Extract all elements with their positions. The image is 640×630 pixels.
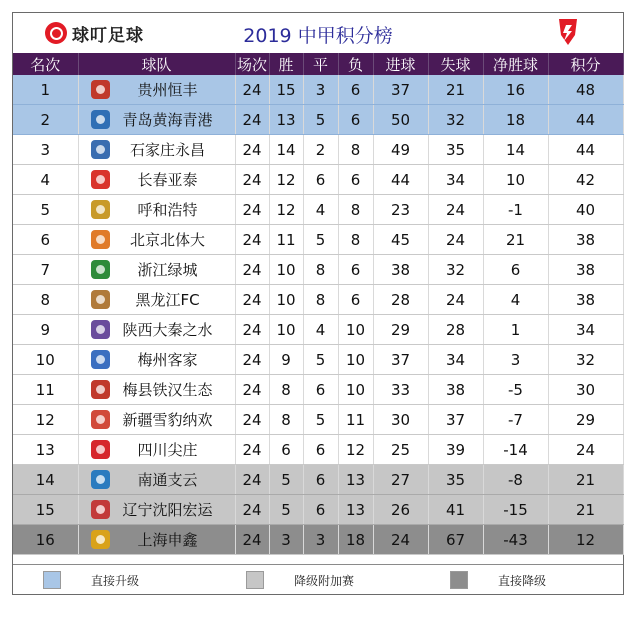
cell-w: 11	[269, 225, 303, 255]
team-badge-icon	[91, 170, 110, 189]
team-name: 青岛黄海青港	[122, 111, 213, 129]
team-cell	[78, 225, 235, 255]
team-badge-icon	[91, 230, 110, 249]
brand-badge-icon	[553, 17, 583, 47]
cell-ga: 35	[428, 465, 483, 495]
team-badge-icon	[91, 500, 110, 519]
cell-pts: 44	[548, 135, 623, 165]
logo-text: 球叮足球	[72, 25, 144, 46]
cell-rank: 5	[13, 195, 78, 225]
team-badge-icon	[91, 260, 110, 279]
cell-ga: 34	[428, 345, 483, 375]
cell-pts: 32	[548, 345, 623, 375]
cell-gd: 14	[483, 135, 548, 165]
cell-w: 6	[269, 435, 303, 465]
cell-gd: 3	[483, 345, 548, 375]
table-row	[13, 285, 623, 315]
cell-gd: 16	[483, 75, 548, 105]
team-cell	[78, 405, 235, 435]
cell-w: 12	[269, 195, 303, 225]
table-row	[13, 75, 623, 105]
cell-rank: 4	[13, 165, 78, 195]
cell-l: 10	[338, 345, 373, 375]
team-badge-icon	[91, 200, 110, 219]
legend-label: 直接降级	[498, 573, 547, 588]
cell-d: 8	[303, 285, 338, 315]
cell-l: 13	[338, 495, 373, 525]
team-name: 贵州恒丰	[137, 81, 198, 99]
team-badge-icon	[91, 530, 110, 549]
cell-gd: 4	[483, 285, 548, 315]
cell-gf: 25	[373, 435, 428, 465]
cell-l: 11	[338, 405, 373, 435]
team-cell	[78, 525, 235, 555]
cell-w: 9	[269, 345, 303, 375]
cell-w: 10	[269, 255, 303, 285]
cell-pts: 12	[548, 525, 623, 555]
table-row	[13, 405, 623, 435]
cell-played: 24	[235, 165, 269, 195]
column-header-d: 平	[303, 53, 338, 75]
cell-ga: 38	[428, 375, 483, 405]
team-cell	[78, 255, 235, 285]
cell-rank: 6	[13, 225, 78, 255]
team-name: 北京北体大	[129, 231, 205, 249]
cell-rank: 16	[13, 525, 78, 555]
cell-w: 14	[269, 135, 303, 165]
cell-gd: -5	[483, 375, 548, 405]
legend-item	[246, 571, 354, 589]
cell-rank: 15	[13, 495, 78, 525]
cell-l: 10	[338, 375, 373, 405]
cell-ga: 37	[428, 405, 483, 435]
cell-pts: 21	[548, 465, 623, 495]
cell-ga: 21	[428, 75, 483, 105]
team-name: 新疆雪豹纳欢	[122, 411, 213, 429]
cell-played: 24	[235, 375, 269, 405]
cell-w: 5	[269, 495, 303, 525]
cell-gd: -8	[483, 465, 548, 495]
table-row	[13, 315, 623, 345]
team-cell	[78, 75, 235, 105]
cell-gf: 44	[373, 165, 428, 195]
team-cell	[78, 285, 235, 315]
table-row	[13, 525, 623, 555]
cell-gf: 29	[373, 315, 428, 345]
cell-pts: 34	[548, 315, 623, 345]
cell-rank: 7	[13, 255, 78, 285]
cell-ga: 24	[428, 195, 483, 225]
cell-pts: 42	[548, 165, 623, 195]
cell-ga: 28	[428, 315, 483, 345]
cell-d: 4	[303, 315, 338, 345]
table-row	[13, 225, 623, 255]
cell-played: 24	[235, 315, 269, 345]
cell-gd: 21	[483, 225, 548, 255]
cell-w: 15	[269, 75, 303, 105]
cell-w: 8	[269, 375, 303, 405]
team-cell	[78, 345, 235, 375]
column-header-rank: 名次	[13, 53, 78, 75]
team-cell	[78, 495, 235, 525]
cell-rank: 12	[13, 405, 78, 435]
cell-rank: 1	[13, 75, 78, 105]
cell-l: 6	[338, 75, 373, 105]
team-name: 辽宁沈阳宏运	[122, 501, 213, 519]
cell-l: 8	[338, 195, 373, 225]
legend-item	[450, 571, 546, 589]
cell-d: 5	[303, 225, 338, 255]
cell-l: 8	[338, 225, 373, 255]
cell-l: 18	[338, 525, 373, 555]
cell-d: 6	[303, 465, 338, 495]
cell-pts: 40	[548, 195, 623, 225]
cell-w: 12	[269, 165, 303, 195]
cell-pts: 38	[548, 225, 623, 255]
cell-ga: 41	[428, 495, 483, 525]
legend-swatch	[450, 571, 468, 589]
team-badge-icon	[91, 110, 110, 129]
team-name: 浙江绿城	[137, 261, 198, 279]
cell-w: 13	[269, 105, 303, 135]
cell-w: 8	[269, 405, 303, 435]
table-row	[13, 465, 623, 495]
cell-gf: 50	[373, 105, 428, 135]
table-row	[13, 345, 623, 375]
page-title: 2019 中甲积分榜	[243, 25, 393, 47]
team-badge-icon	[91, 350, 110, 369]
cell-gf: 28	[373, 285, 428, 315]
cell-d: 6	[303, 165, 338, 195]
cell-d: 5	[303, 105, 338, 135]
cell-ga: 34	[428, 165, 483, 195]
cell-gd: -15	[483, 495, 548, 525]
cell-gf: 30	[373, 405, 428, 435]
team-cell	[78, 375, 235, 405]
cell-l: 12	[338, 435, 373, 465]
team-badge-icon	[91, 320, 110, 339]
cell-d: 6	[303, 375, 338, 405]
cell-played: 24	[235, 255, 269, 285]
cell-played: 24	[235, 75, 269, 105]
cell-d: 4	[303, 195, 338, 225]
table-row	[13, 255, 623, 285]
team-badge-icon	[91, 290, 110, 309]
cell-d: 3	[303, 525, 338, 555]
cell-w: 10	[269, 285, 303, 315]
table-row	[13, 165, 623, 195]
cell-played: 24	[235, 465, 269, 495]
table-row	[13, 135, 623, 165]
cell-rank: 3	[13, 135, 78, 165]
cell-gd: 1	[483, 315, 548, 345]
cell-ga: 39	[428, 435, 483, 465]
column-header-l: 负	[338, 53, 373, 75]
cell-pts: 38	[548, 255, 623, 285]
cell-d: 6	[303, 435, 338, 465]
cell-ga: 24	[428, 285, 483, 315]
cell-played: 24	[235, 495, 269, 525]
table-row	[13, 495, 623, 525]
team-name: 石家庄永昌	[129, 141, 205, 159]
team-name: 梅州客家	[137, 351, 198, 369]
cell-played: 24	[235, 225, 269, 255]
cell-ga: 67	[428, 525, 483, 555]
team-cell	[78, 135, 235, 165]
team-badge-icon	[91, 410, 110, 429]
cell-l: 6	[338, 285, 373, 315]
cell-l: 13	[338, 465, 373, 495]
title-bar	[13, 13, 623, 52]
standings-table	[13, 53, 624, 555]
team-name: 南通支云	[137, 471, 198, 489]
table-row	[13, 195, 623, 225]
legend	[13, 564, 623, 595]
cell-played: 24	[235, 345, 269, 375]
team-cell	[78, 315, 235, 345]
cell-gf: 37	[373, 75, 428, 105]
cell-played: 24	[235, 405, 269, 435]
cell-rank: 11	[13, 375, 78, 405]
cell-d: 5	[303, 345, 338, 375]
standings-card	[12, 12, 624, 595]
cell-gf: 26	[373, 495, 428, 525]
cell-l: 6	[338, 255, 373, 285]
column-header-ga: 失球	[428, 53, 483, 75]
column-header-pts: 积分	[548, 53, 623, 75]
cell-l: 8	[338, 135, 373, 165]
team-badge-icon	[91, 140, 110, 159]
cell-pts: 24	[548, 435, 623, 465]
cell-l: 10	[338, 315, 373, 345]
cell-w: 10	[269, 315, 303, 345]
cell-d: 5	[303, 405, 338, 435]
cell-gf: 23	[373, 195, 428, 225]
column-header-gd: 净胜球	[483, 53, 548, 75]
team-badge-icon	[91, 380, 110, 399]
cell-gd: -14	[483, 435, 548, 465]
team-badge-icon	[91, 470, 110, 489]
cell-played: 24	[235, 435, 269, 465]
cell-gd: 18	[483, 105, 548, 135]
team-badge-icon	[91, 440, 110, 459]
team-cell	[78, 195, 235, 225]
table-header-row	[13, 53, 623, 75]
column-header-gf: 进球	[373, 53, 428, 75]
cell-gf: 49	[373, 135, 428, 165]
cell-gf: 33	[373, 375, 428, 405]
team-cell	[78, 465, 235, 495]
cell-gd: -7	[483, 405, 548, 435]
cell-played: 24	[235, 285, 269, 315]
cell-played: 24	[235, 195, 269, 225]
column-header-team: 球队	[78, 53, 235, 75]
team-badge-icon	[91, 80, 110, 99]
table-row	[13, 105, 623, 135]
column-header-played: 场次	[235, 53, 269, 75]
cell-played: 24	[235, 105, 269, 135]
cell-rank: 13	[13, 435, 78, 465]
cell-d: 2	[303, 135, 338, 165]
cell-pts: 21	[548, 495, 623, 525]
cell-pts: 30	[548, 375, 623, 405]
cell-d: 8	[303, 255, 338, 285]
team-name: 长春亚泰	[137, 171, 198, 189]
cell-gd: 6	[483, 255, 548, 285]
cell-gf: 27	[373, 465, 428, 495]
cell-rank: 8	[13, 285, 78, 315]
cell-gd: -1	[483, 195, 548, 225]
team-name: 陕西大秦之水	[122, 321, 213, 339]
team-name: 上海申鑫	[137, 531, 198, 549]
cell-gd: -43	[483, 525, 548, 555]
cell-gf: 38	[373, 255, 428, 285]
cell-w: 5	[269, 465, 303, 495]
cell-d: 6	[303, 495, 338, 525]
cell-played: 24	[235, 135, 269, 165]
cell-d: 3	[303, 75, 338, 105]
cell-ga: 32	[428, 105, 483, 135]
team-name: 黑龙江FC	[135, 291, 200, 309]
legend-label: 直接升级	[91, 573, 140, 588]
cell-gf: 24	[373, 525, 428, 555]
cell-w: 3	[269, 525, 303, 555]
cell-gf: 37	[373, 345, 428, 375]
cell-pts: 44	[548, 105, 623, 135]
cell-rank: 10	[13, 345, 78, 375]
table-row	[13, 435, 623, 465]
legend-swatch	[246, 571, 264, 589]
cell-rank: 9	[13, 315, 78, 345]
cell-rank: 14	[13, 465, 78, 495]
cell-pts: 29	[548, 405, 623, 435]
team-cell	[78, 165, 235, 195]
legend-swatch	[43, 571, 61, 589]
cell-played: 24	[235, 525, 269, 555]
legend-item	[43, 571, 139, 589]
team-name: 梅县铁汉生态	[122, 381, 213, 399]
cell-ga: 32	[428, 255, 483, 285]
cell-pts: 48	[548, 75, 623, 105]
cell-ga: 24	[428, 225, 483, 255]
cell-l: 6	[338, 105, 373, 135]
cell-l: 6	[338, 165, 373, 195]
legend-label: 降级附加赛	[294, 573, 355, 588]
team-cell	[78, 105, 235, 135]
column-header-w: 胜	[269, 53, 303, 75]
team-cell	[78, 435, 235, 465]
table-row	[13, 375, 623, 405]
cell-gf: 45	[373, 225, 428, 255]
cell-rank: 2	[13, 105, 78, 135]
cell-pts: 38	[548, 285, 623, 315]
cell-gd: 10	[483, 165, 548, 195]
team-name: 呼和浩特	[137, 201, 198, 219]
team-name: 四川尖庄	[137, 441, 198, 459]
cell-ga: 35	[428, 135, 483, 165]
